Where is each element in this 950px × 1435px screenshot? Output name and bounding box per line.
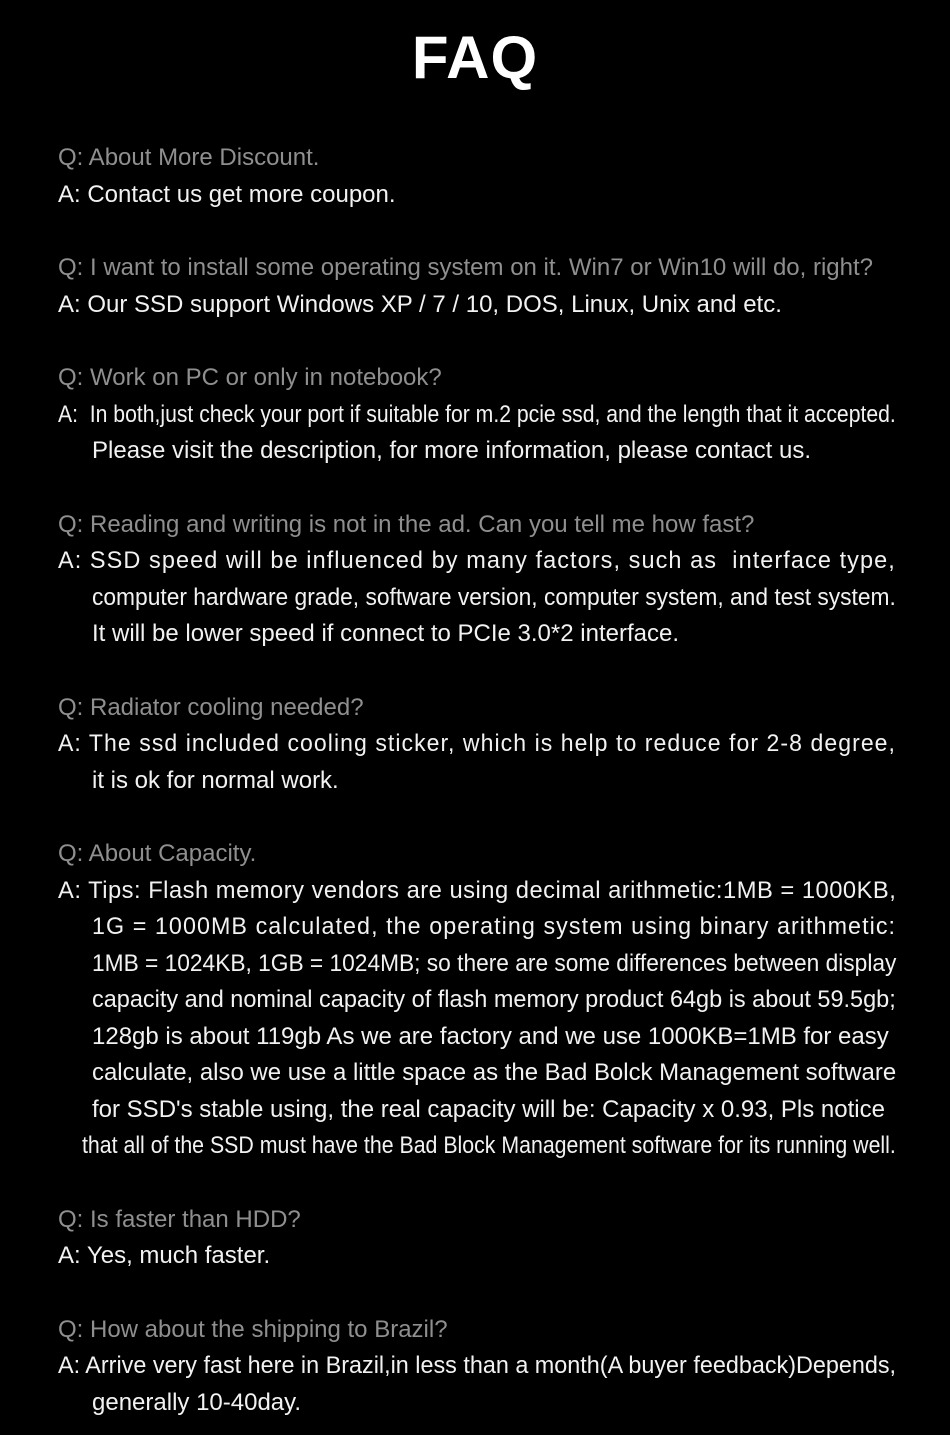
- answer-line: [58, 287, 930, 324]
- answer-text: 1G = 1000MB calculated, the operating system using binary arithmetic:: [92, 913, 897, 940]
- question-text: Q: How about the shipping to Brazil?: [58, 1315, 448, 1343]
- question-line: [58, 1312, 930, 1349]
- answer-line: [58, 1092, 930, 1129]
- answer-text: that all of the SSD must have the Bad Block Management software for its running well.: [82, 1132, 896, 1159]
- faq-item: [58, 836, 930, 1165]
- faq-list: [0, 140, 950, 1421]
- answer-text: A: Contact us get more coupon.: [58, 180, 396, 208]
- answer-line: [58, 873, 930, 910]
- answer-line: [58, 616, 930, 653]
- answer-text: for SSD's stable using, the real capacity will be: Capacity x 0.93, Pls notice: [92, 1095, 885, 1123]
- question-line: [58, 1202, 930, 1239]
- question-line: [58, 690, 930, 727]
- answer-line: [58, 1019, 930, 1056]
- answer-text: calculate, also we use a little space as the Bad Bolck Management software: [92, 1059, 897, 1086]
- page-title: FAQ: [411, 24, 539, 91]
- faq-item: [58, 690, 930, 800]
- answer-text: A: Our SSD support Windows XP / 7 / 10, DOS, Linux, Unix and etc.: [58, 290, 782, 318]
- answer-line: [58, 946, 930, 983]
- answer-line: [58, 763, 930, 800]
- answer-text: 128gb is about 119gb As we are factory and we use 1000KB=1MB for easy: [92, 1022, 889, 1050]
- answer-text: A: Arrive very fast here in Brazil,in less than a month(A buyer feedback)Depends,: [58, 1352, 897, 1379]
- question-line: [58, 507, 930, 544]
- question-line: [58, 836, 930, 873]
- answer-text: It will be lower speed if connect to PCIe 3.0*2 interface.: [92, 620, 679, 647]
- faq-item: [58, 507, 930, 653]
- question-text: Q: Work on PC or only in notebook?: [58, 364, 442, 391]
- answer-line: [58, 1128, 930, 1165]
- answer-line: [58, 397, 930, 434]
- question-text: Q: I want to install some operating system on it. Win7 or Win10 will do, right?: [58, 254, 874, 281]
- answer-text: A: In both,just check your port if suitable for m.2 pcie ssd, and the length that it accepted.: [58, 400, 896, 428]
- answer-line: [58, 1348, 930, 1385]
- answer-text: capacity and nominal capacity of flash memory product 64gb is about 59.5gb;: [92, 986, 896, 1013]
- answer-line: [58, 726, 930, 763]
- answer-text: 1MB = 1024KB, 1GB = 1024MB; so there are some differences between display: [92, 949, 897, 977]
- question-line: [58, 250, 930, 287]
- answer-text: it is ok for normal work.: [92, 766, 339, 794]
- answer-text: computer hardware grade, software version, computer system, and test system.: [92, 583, 896, 611]
- answer-line: [58, 1385, 930, 1422]
- answer-text: A: Yes, much faster.: [58, 1242, 271, 1269]
- faq-item: [58, 250, 930, 323]
- answer-text: A: SSD speed will be influenced by many factors, such as interface type,: [58, 547, 896, 574]
- faq-item: [58, 140, 930, 213]
- question-text: Q: Is faster than HDD?: [58, 1205, 301, 1233]
- faq-item: [58, 1202, 930, 1275]
- answer-text: generally 10-40day.: [92, 1388, 302, 1416]
- question-text: Q: About More Discount.: [58, 144, 320, 171]
- question-text: Q: Radiator cooling needed?: [58, 693, 364, 721]
- answer-line: [58, 543, 930, 580]
- answer-text: A: Tips: Flash memory vendors are using decimal arithmetic:1MB = 1000KB,: [58, 876, 897, 904]
- faq-item: [58, 360, 930, 470]
- question-text: Q: About Capacity.: [58, 840, 257, 867]
- answer-line: [58, 1238, 930, 1275]
- faq-item: [58, 1312, 930, 1422]
- answer-line: [58, 909, 930, 946]
- answer-line: [58, 982, 930, 1019]
- question-line: [58, 140, 930, 177]
- answer-text: Please visit the description, for more information, please contact us.: [92, 437, 812, 464]
- question-line: [58, 360, 930, 397]
- answer-line: [58, 433, 930, 470]
- answer-line: [58, 580, 930, 617]
- answer-text: A: The ssd included cooling sticker, which is help to reduce for 2-8 degree,: [58, 730, 897, 757]
- question-text: Q: Reading and writing is not in the ad. Can you tell me how fast?: [58, 510, 755, 538]
- answer-line: [58, 1055, 930, 1092]
- answer-line: [58, 177, 930, 214]
